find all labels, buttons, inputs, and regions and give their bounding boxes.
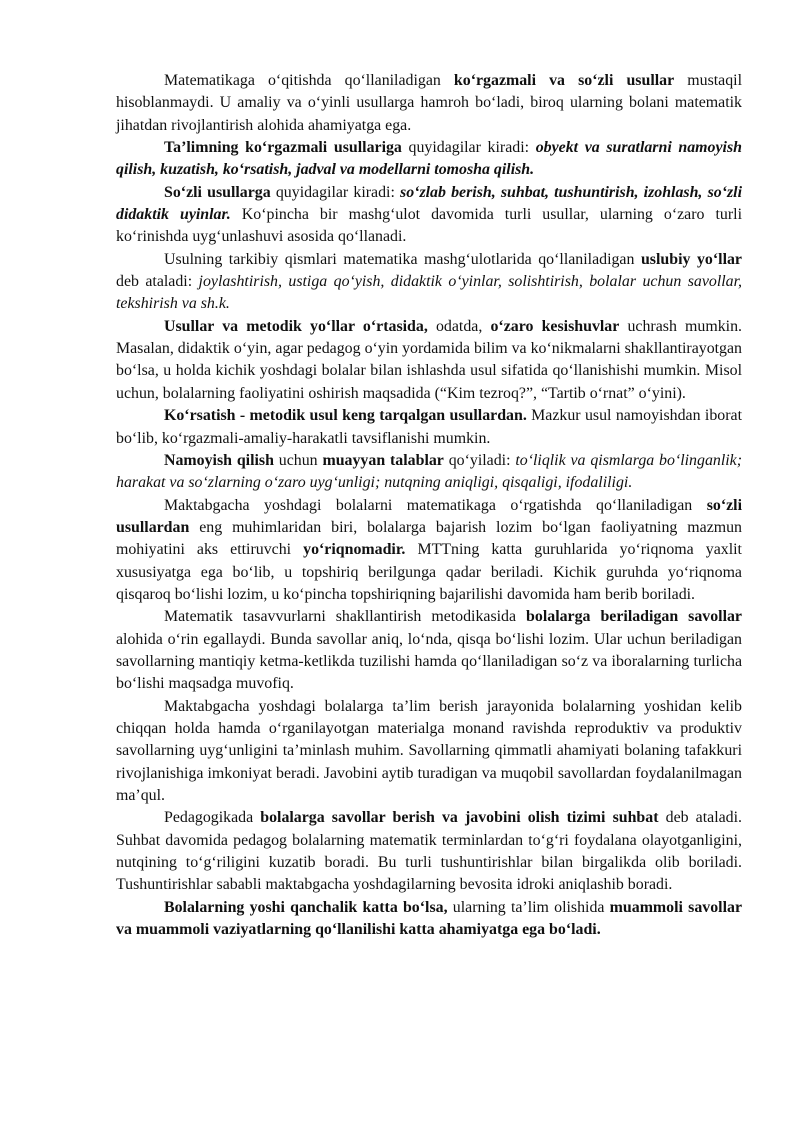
body-text: Maktabgacha yoshdagi bolalarni matematikaga o‘rgatishda qo‘llaniladigan xyxy=(164,496,707,514)
emphasized-text: bolalarga savollar berish va javobini olish tizimi suhbat xyxy=(260,809,659,827)
emphasized-text: Namoyish qilish xyxy=(164,451,274,469)
body-text: uchun xyxy=(273,451,323,469)
body-text: quyidagilar kiradi: xyxy=(401,139,536,157)
document-page xyxy=(116,70,742,941)
paragraph xyxy=(116,606,742,695)
emphasized-text: joylashtirish, ustiga qo‘yish, didaktik o‘yinlar, solishtirish, bolalar uchun savollar, tekshirish va sh.k. xyxy=(116,273,742,313)
emphasized-text: so‘zli usullardan xyxy=(116,496,742,536)
paragraph xyxy=(116,70,742,137)
emphasized-text: bolalarga beriladigan savollar xyxy=(526,608,742,626)
body-text: Mazkur usul namoyishdan iborat bo‘lib, ko‘rgazmali-amaliy-harakatli tavsiflanishi mumkin. xyxy=(116,407,742,447)
body-text: deb ataladi: xyxy=(116,273,199,291)
emphasized-text: to‘liqlik va qismlarga bo‘linganlik; harakat va so‘zlarning o‘zaro uyg‘unligi; nutqning aniqligi, qisqaligi, ifodaliligi. xyxy=(116,451,743,492)
paragraph xyxy=(116,405,742,450)
emphasized-text: muammoli savollar va muammoli vaziyatlarning qo‘llanilishi katta ahamiyatga ega bo‘ladi. xyxy=(116,898,743,939)
paragraph xyxy=(116,182,742,249)
body-text: deb ataladi. Suhbat davomida pedagog bolalarning matematik terminlardan to‘g‘ri foydalana olayotganligini, nutqining to‘g‘riligini kuzatib boradi. Bu turli tushuntirishlar bilan birgalikda olib boriladi. Tushuntirishlar sababli maktabgacha yoshdagilarning bevosita idroki aniqlashib boradi. xyxy=(116,809,743,894)
emphasized-text: yo‘riqnomadir. xyxy=(303,541,406,559)
emphasized-text: Usullar va metodik yo‘llar o‘rtasida, xyxy=(164,317,428,335)
emphasized-text: Bolalarning yoshi qanchalik katta bo‘lsa, xyxy=(164,898,448,916)
paragraph xyxy=(116,897,742,942)
emphasized-text: So‘zli usullarga xyxy=(164,183,271,201)
body-text: eng muhimlaridan biri, bolalarga bajarish lozim bo‘lgan faoliyatning mazmun mohiyatini aks ettiruvchi xyxy=(116,518,742,559)
body-text: Pedagogikada xyxy=(164,809,261,827)
body-text: ularning ta’lim olishida xyxy=(447,898,610,916)
emphasized-text: muayyan talablar xyxy=(322,451,444,469)
emphasized-text: Ko‘rsatish - metodik usul keng tarqalgan usullardan. xyxy=(164,407,527,425)
emphasized-text: so‘zlab berish, suhbat, tushuntirish, izohlash, so‘zli didaktik uyinlar. xyxy=(116,183,742,224)
body-text: uchrash mumkin. Masalan, didaktik o‘yin, agar pedagog o‘yin yordamida bilim va ko‘nikmalarni shakllantirayotgan bo‘lsa, u holda kichik yoshdagi bolalar bilan ishlashda usul sifatida qo‘llanishishi mumkin. Misol uchun, bolalarning faoliyatini oshirish maqsadida (“Kim tezroq?”, “Tartib o‘rnat” o‘yini). xyxy=(116,317,743,402)
body-text: MTTning katta guruhlarida yo‘riqnoma yaxlit xususiyatga ega bo‘lib, u topshiriq berilgunga qadar beriladi. Kichik guruhda yo‘riqnoma qisqaroq bo‘lishi lozim, u ko‘pincha topshiriqning bajarilishi davomida ham berib boriladi. xyxy=(116,541,742,603)
emphasized-text: o‘zaro kesishuvlar xyxy=(490,317,620,335)
body-text: quyidagilar kiradi: xyxy=(270,183,401,201)
body-text: alohida o‘rin egallaydi. Bunda savollar aniq, lo‘nda, qisqa bo‘lishi lozim. Ular uchun beriladigan savollarning mantiqiy ketma-ketlikda tuzilishi hamda qo‘llaniladigan so‘z va iboralarning turlicha bo‘lishi maqsadga muvofiq. xyxy=(116,630,742,693)
paragraph xyxy=(116,249,742,316)
emphasized-text: uslubiy yo‘llar xyxy=(640,250,742,268)
body-text: Ko‘pincha bir mashg‘ulot davomida turli usullar, ularning o‘zaro turli ko‘rinishda uyg‘unlashuvi asosida qo‘llanadi. xyxy=(116,206,742,246)
paragraph xyxy=(116,495,742,607)
body-text: Matematikaga o‘qitishda qo‘llaniladigan xyxy=(164,72,454,89)
paragraph xyxy=(116,137,742,182)
paragraph xyxy=(116,450,742,495)
emphasized-text: obyekt va suratlarni namoyish qilish, kuzatish, ko‘rsatish, jadval va modellarni tomosha qilish. xyxy=(116,139,742,179)
paragraph xyxy=(116,316,742,405)
paragraph xyxy=(116,696,742,808)
emphasized-text: ko‘rgazmali va so‘zli usullar xyxy=(453,72,675,89)
body-text: mustaqil hisoblanmaydi. U amaliy va o‘yinli usullarga hamroh bo‘ladi, biroq ularning bolani matematik jihatdan rivojlantirish alohida ahamiyatga ega. xyxy=(116,72,742,134)
body-text: Usulning tarkibiy qismlari matematika mashg‘ulotlarida qo‘llaniladigan xyxy=(164,250,641,268)
paragraph xyxy=(116,807,742,896)
emphasized-text: Ta’limning ko‘rgazmali usullariga xyxy=(164,139,402,157)
body-text: qo‘yiladi: xyxy=(443,451,516,469)
body-text: odatda, xyxy=(427,317,491,335)
body-text: Maktabgacha yoshdagi bolalarga ta’lim berish jarayonida bolalarning yoshidan kelib chiqqan holda hamda o‘rganilayotgan materialga monand ravishda reproduktiv va produktiv savollarning uyg‘unligini ta’minlash muhim. Savollarning qimmatli ahamiyati bolaning tafakkuri rivojlanishiga imkoniyat beradi. Javobini aytib turadigan va muqobil savollardan foydalanilmagan ma’qul. xyxy=(116,697,742,804)
body-text: Matematik tasavvurlarni shakllantirish metodikasida xyxy=(164,608,527,626)
